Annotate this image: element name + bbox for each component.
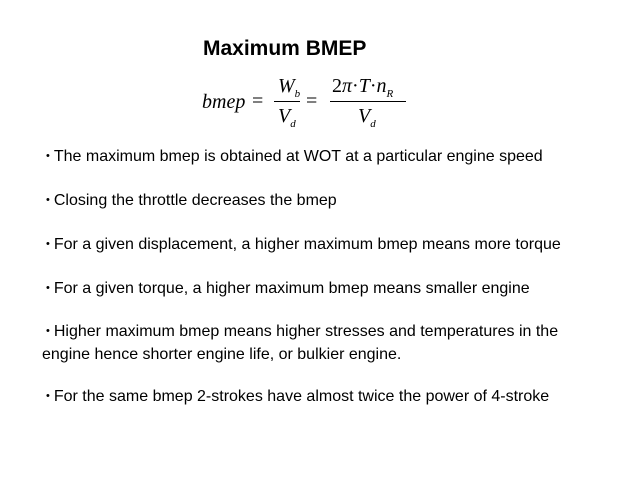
formula-lhs: bmep: [202, 91, 246, 113]
bullet-dot: •: [46, 390, 50, 402]
bullet-item: [42, 321, 559, 365]
frac2-denominator: [358, 105, 376, 130]
bullet-item: [46, 278, 530, 301]
bullet-text: For the same bmep 2-strokes have almost twice the power of 4-stroke: [53, 388, 550, 405]
frac1-den-var: V: [278, 105, 291, 127]
bullet-dot: •: [46, 325, 50, 337]
bullet-item: [46, 234, 561, 257]
bullet-line-1: [46, 321, 558, 344]
frac1-denominator: [278, 105, 296, 130]
bullet-text: The maximum bmep is obtained at WOT at a particular engine speed: [53, 148, 543, 165]
frac2-den-var: V: [358, 105, 371, 127]
bullet-item: [46, 146, 543, 169]
frac2-num-pi: π: [342, 75, 353, 97]
frac2-num-n: n: [376, 75, 387, 97]
frac2-num-coef: 2: [332, 75, 342, 97]
bullet-item: [46, 190, 337, 213]
frac2-num-dot2: ·: [369, 75, 377, 97]
frac1-num-var: W: [278, 75, 295, 97]
bullet-text: For a given torque, a higher maximum bmep means smaller engine: [53, 280, 530, 297]
frac2-num-nsub: R: [386, 88, 394, 100]
frac2-num-dot1: ·: [352, 75, 359, 97]
slide-title: Maximum BMEP: [203, 37, 367, 60]
bullet-item: [46, 386, 549, 409]
frac1-bar: [274, 101, 300, 102]
frac1-num-sub: b: [294, 88, 301, 100]
bullet-text: Closing the throttle decreases the bmep: [53, 192, 337, 209]
frac2-bar: [330, 101, 406, 102]
bmep-formula: [200, 74, 410, 138]
formula-equals-2: =: [306, 90, 318, 112]
frac1-den-sub: d: [290, 118, 296, 130]
bullet-dot: •: [46, 194, 50, 206]
frac2-num-T: T: [358, 75, 370, 97]
bullet-dot: •: [46, 150, 50, 162]
formula-equals-1: =: [252, 90, 264, 112]
bullet-dot: •: [46, 282, 50, 294]
frac2-den-sub: d: [370, 118, 376, 130]
bullet-text: Higher maximum bmep means higher stresses and temperatures in the: [53, 323, 559, 340]
bullet-text: For a given displacement, a higher maximum bmep means more torque: [53, 236, 561, 253]
bullet-line-2: engine hence shorter engine life, or bulkier engine.: [42, 346, 402, 363]
frac1-numerator: [278, 75, 301, 100]
bullet-dot: •: [46, 238, 50, 250]
frac2-numerator: [332, 75, 394, 100]
